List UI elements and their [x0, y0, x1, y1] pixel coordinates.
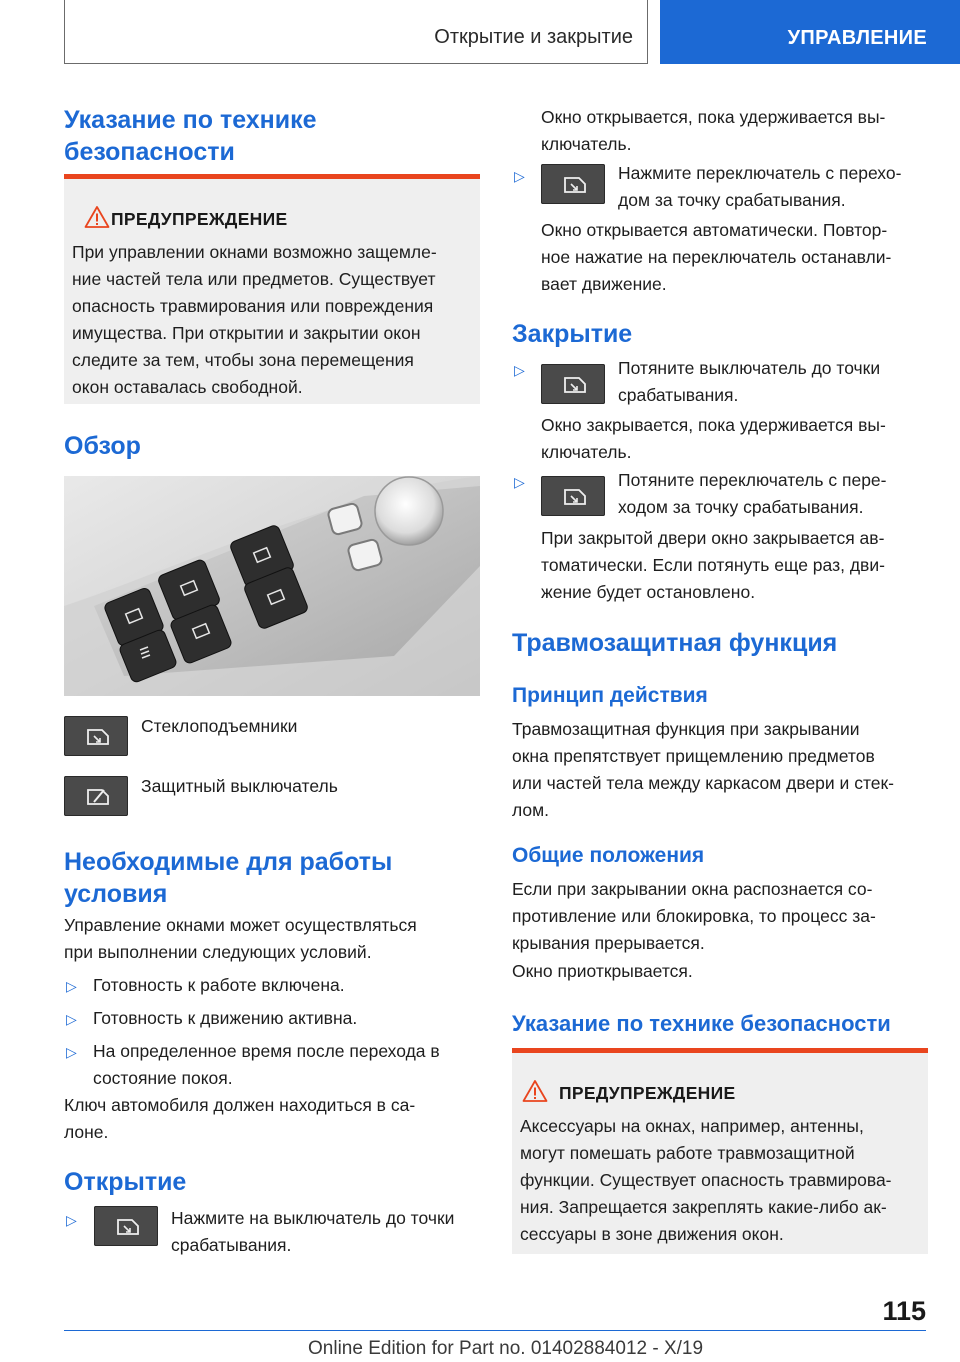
window-switch-icon [94, 1206, 158, 1246]
bullet-triangle-icon: ▷ [66, 1212, 77, 1228]
text-line: ходом за точку срабатывания. [618, 497, 864, 517]
warning-line: имущества. При открытии и закрытии окон [72, 323, 421, 343]
footer-edition: Online Edition for Part no. 01402884012 - X/19 [308, 1338, 704, 1359]
text-line: состояние покоя. [93, 1068, 233, 1088]
bullet-triangle-icon: ▷ [66, 1044, 77, 1060]
bullet-triangle-icon: ▷ [66, 1011, 77, 1027]
safety-heading-line: Указание по технике [64, 106, 317, 134]
opening-heading: Открытие [64, 1168, 187, 1196]
text-line: лом. [512, 800, 550, 820]
text-line: крывания прерывается. [512, 933, 705, 953]
warning-line: функции. Существует опасность травмирова- [520, 1170, 892, 1190]
general-heading: Общие положения [512, 844, 705, 867]
window-switch-glyph [94, 1206, 158, 1246]
warning-text [72, 239, 476, 401]
window-switch-photo [64, 476, 480, 696]
bullet-triangle-icon: ▷ [514, 362, 525, 378]
requirements-heading-line: Необходимые для работы [64, 848, 393, 876]
text-line: противление или блокировка, то процесс за- [512, 906, 876, 926]
closing-auto-result [541, 525, 885, 606]
text-line: жение будет остановлено. [541, 582, 756, 602]
bullet-triangle-icon: ▷ [66, 978, 77, 994]
warning-title: ПРЕДУПРЕЖДЕНИЕ [111, 209, 288, 229]
text-line: Травмозащитная функция при закрывании [512, 719, 860, 739]
warning-box [64, 174, 480, 404]
overview-heading: Обзор [64, 432, 141, 460]
text-line: томатически. Если потянуть еще раз, дви- [541, 555, 885, 575]
window-switch-icon [541, 364, 605, 404]
safety-switch-glyph [64, 776, 128, 816]
text-line: ключатель. [541, 442, 632, 462]
text-line: срабатывания. [171, 1235, 292, 1255]
opening-auto-result [541, 217, 891, 298]
warning-line: сессуары в зоне движения окон. [520, 1224, 784, 1244]
window-switch-glyph [64, 716, 128, 756]
bullet-triangle-icon: ▷ [514, 168, 525, 184]
text-line: При закрытой двери окно закрывается ав- [541, 528, 885, 548]
header-section-tab [64, 0, 648, 64]
warning-line: следите за тем, чтобы зона перемещения [72, 350, 414, 370]
text-line: срабатывания. [618, 385, 739, 405]
text-line: дом за точку срабатывания. [618, 190, 846, 210]
text-line: Окно открывается автоматически. Повтор- [541, 220, 888, 240]
text-line: Окно закрывается, пока удерживается вы- [541, 415, 886, 435]
list-item [93, 1038, 440, 1092]
text-line: окна препятствует прищемлению предметов [512, 746, 875, 766]
window-switch-icon [541, 476, 605, 516]
window-switch-icon [541, 164, 605, 204]
opening-result [541, 104, 885, 158]
warning-box-2 [512, 1048, 928, 1254]
requirements-heading-line: условия [64, 880, 168, 908]
safety-switch-icon [64, 776, 128, 816]
general-text-2: Окно приоткрывается. [512, 961, 693, 981]
opening-step [171, 1205, 454, 1259]
warning-line: ние частей тела или предметов. Существует [72, 269, 436, 289]
opening-step [618, 160, 901, 214]
text-line: лоне. [64, 1122, 109, 1142]
footer-divider [64, 1330, 926, 1331]
header-section-title: Открытие и закрытие [434, 26, 633, 48]
window-switch-glyph [541, 476, 605, 516]
list-item: Готовность к работе включена. [93, 975, 345, 995]
legend-label: Стеклоподъемники [141, 716, 298, 736]
bullet-triangle-icon: ▷ [514, 474, 525, 490]
text-line: Нажмите переключатель с перехо- [618, 163, 902, 183]
general-text [512, 876, 876, 957]
closing-result [541, 412, 886, 466]
header-chapter-tab [660, 0, 960, 64]
warning-line: окон оставалась свободной. [72, 377, 303, 397]
warning-triangle-icon [522, 1079, 548, 1103]
warning-text [520, 1113, 924, 1248]
key-note [64, 1092, 415, 1146]
principle-heading: Принцип действия [512, 684, 708, 707]
safety-heading-line: безопасности [64, 138, 235, 166]
requirements-intro [64, 912, 417, 966]
warning-triangle-icon [84, 205, 110, 229]
safety-heading [64, 104, 317, 168]
text-line: или частей тела между каркасом двери и стек- [512, 773, 894, 793]
closing-step [618, 355, 880, 409]
text-line: при выполнении следующих условий. [64, 942, 372, 962]
warning-line: ния. Запрещается закреплять какие-либо ак- [520, 1197, 887, 1217]
antipinch-heading: Травмозащитная функция [512, 629, 838, 657]
window-switch-illustration [64, 476, 480, 696]
page-number: 115 [882, 1296, 926, 1326]
header-chapter-title: УПРАВЛЕНИЕ [787, 27, 927, 49]
text-line: Потяните выключатель до точки [618, 358, 881, 378]
warning-line: могут помешать работе травмозащитной [520, 1143, 855, 1163]
list-item: Готовность к движению активна. [93, 1008, 358, 1028]
text-line: Управление окнами может осуществляться [64, 915, 417, 935]
text-line: На определенное время после перехода в [93, 1041, 440, 1061]
warning-line: Аксессуары на окнах, например, антенны, [520, 1116, 864, 1136]
window-switch-icon [64, 716, 128, 756]
warning-line: опасность травмирования или повреждения [72, 296, 434, 316]
text-line: Нажмите на выключатель до точки [171, 1208, 455, 1228]
closing-heading: Закрытие [512, 320, 633, 348]
text-line: ное нажатие на переключатель останавли- [541, 247, 892, 267]
principle-text [512, 716, 894, 824]
requirements-heading [64, 846, 392, 910]
text-line: вает движение. [541, 274, 667, 294]
warning-line: При управлении окнами возможно защемле- [72, 242, 437, 262]
warning-title: ПРЕДУПРЕЖДЕНИЕ [559, 1083, 736, 1103]
text-line: ключатель. [541, 134, 632, 154]
text-line: Если при закрывании окна распознается со- [512, 879, 873, 899]
closing-step [618, 467, 887, 521]
legend-label: Защитный выключатель [141, 776, 338, 796]
text-line: Потяните переключатель с пере- [618, 470, 887, 490]
safety-heading-2: Указание по технике безопасности [512, 1011, 891, 1036]
window-switch-glyph [541, 164, 605, 204]
text-line: Ключ автомобиля должен находиться в са- [64, 1095, 416, 1115]
text-line: Окно открывается, пока удерживается вы- [541, 107, 886, 127]
window-switch-glyph [541, 364, 605, 404]
